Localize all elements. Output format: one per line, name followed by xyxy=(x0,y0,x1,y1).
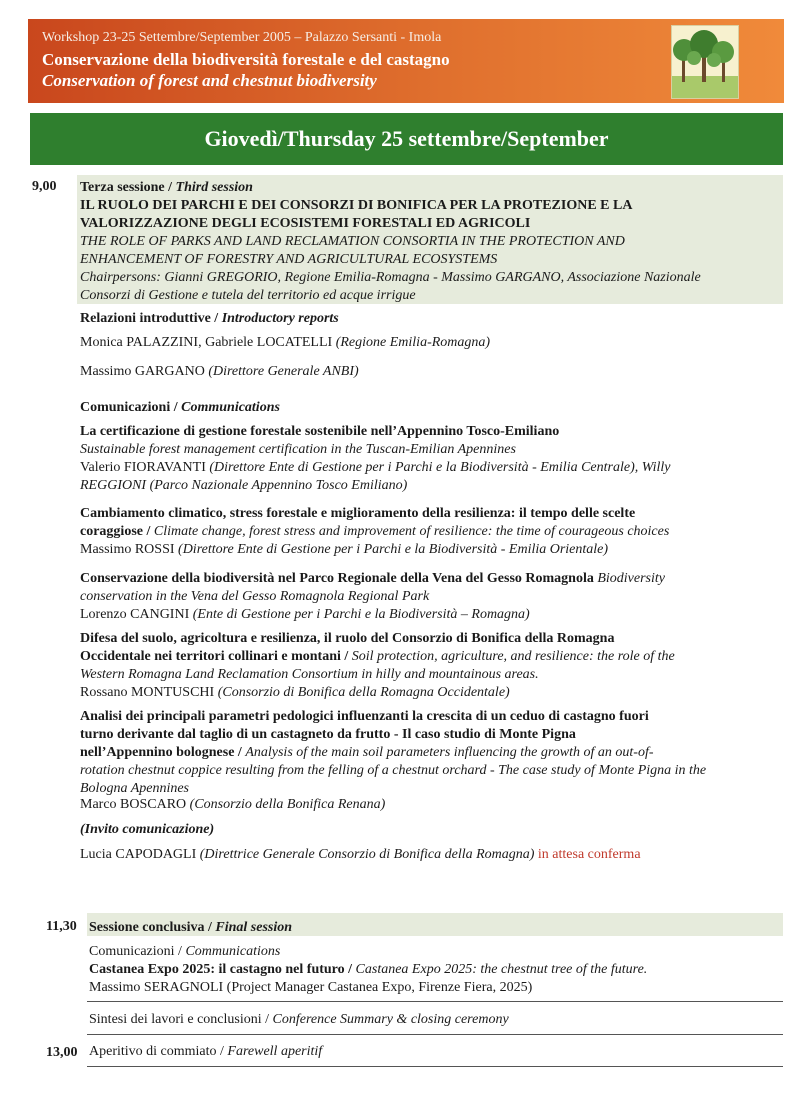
workshop-dates-venue: Workshop 23-25 Settembre/September 2005 – Palazzo Sersanti - Imola xyxy=(42,30,442,45)
comm-4-english: Western Romagna Land Reclamation Consortium in hilly and mountainous areas. xyxy=(80,667,539,682)
chairpersons-cont: Consorzi di Gestione e tutela del territorio ed acque irrigue xyxy=(80,288,416,303)
final-comm-title: Castanea Expo 2025: il castagno nel futuro / Castanea Expo 2025: the chestnut tree of the future. xyxy=(89,962,648,977)
final-comm-speaker: Massimo SERAGNOLI (Project Manager Castanea Expo, Firenze Fiera, 2025) xyxy=(89,980,533,995)
divider xyxy=(87,1034,783,1035)
comm-3-english: conservation in the Vena del Gesso Romagnola Regional Park xyxy=(80,589,430,604)
day-title: Giovedì/Thursday 25 settembre/September xyxy=(204,126,609,151)
invited-communication-label: (Invito comunicazione) xyxy=(80,822,215,837)
session-title-italian-cont: VALORIZZAZIONE DEGLI ECOSISTEMI FORESTALI ED AGRICOLI xyxy=(80,216,531,231)
session-title-english: THE ROLE OF PARKS AND LAND RECLAMATION CONSORTIA IN THE PROTECTION AND xyxy=(80,234,625,249)
intro-reports-heading: Relazioni introduttive / Introductory reports xyxy=(80,311,339,326)
comm-2-speaker: Massimo ROSSI (Direttore Ente di Gestione per i Parchi e la Biodiversità - Emilia Orientale) xyxy=(80,542,609,557)
final-session-label: Sessione conclusiva / Final session xyxy=(89,920,293,935)
comm-5-title: Analisi dei principali parametri pedologici influenzanti la crescita di un ceduo di castagno fuori xyxy=(80,709,649,724)
chestnut-trees-logo xyxy=(671,25,739,99)
workshop-header xyxy=(28,19,784,103)
comm-1-speaker-cont: REGGIONI (Parco Nazionale Appennino Tosco Emiliano) xyxy=(80,478,408,493)
comm-1-english: Sustainable forest management certification in the Tuscan-Emilian Apennines xyxy=(80,442,516,457)
pending-confirmation-status: in attesa conferma xyxy=(537,847,641,862)
day-banner xyxy=(30,113,783,165)
comm-5-english-end: Bologna Apennines xyxy=(80,781,190,796)
comm-2-title-cont: coraggiose / Climate change, forest stress and improvement of resilience: the time of courageous choices xyxy=(80,524,670,539)
workshop-title-italian: Conservazione della biodiversità forestale e del castagno xyxy=(42,50,450,69)
farewell-time: 13,00 xyxy=(46,1045,78,1060)
summary-and-closing: Sintesi dei lavori e conclusioni / Conference Summary & closing ceremony xyxy=(89,1012,509,1027)
divider xyxy=(87,1001,783,1002)
communications-heading: Comunicazioni / Communications xyxy=(80,400,280,415)
comm-1-speaker: Valerio FIORAVANTI (Direttore Ente di Gestione per i Parchi e la Biodiversità - Emilia Centrale), Willy xyxy=(80,460,671,475)
chairpersons: Chairpersons: Gianni GREGORIO, Regione Emilia-Romagna - Massimo GARGANO, Associazione Nazionale xyxy=(80,270,701,285)
comm-4-speaker: Rossano MONTUSCHI (Consorzio di Bonifica della Romagna Occidentale) xyxy=(80,685,510,700)
comm-3-speaker: Lorenzo CANGINI (Ente di Gestione per i Parchi e la Biodiversità – Romagna) xyxy=(80,607,530,622)
session-time: 9,00 xyxy=(32,179,57,194)
comm-6-speaker: Lucia CAPODAGLI (Direttrice Generale Consorzio di Bonifica della Romagna) in attesa conferma xyxy=(80,847,641,862)
comm-3-title: Conservazione della biodiversità nel Parco Regionale della Vena del Gesso Romagnola Biodiversity xyxy=(80,571,665,586)
comm-5-english: rotation chestnut coppice resulting from the felling of a chestnut orchard - The case study of Monte Pigna in the xyxy=(80,763,707,778)
comm-4-title: Difesa del suolo, agricoltura e resilienza, il ruolo del Consorzio di Bonifica della Romagna xyxy=(80,631,615,646)
final-session-time: 11,30 xyxy=(46,919,77,934)
session-title-italian: IL RUOLO DEI PARCHI E DEI CONSORZI DI BONIFICA PER LA PROTEZIONE E LA xyxy=(80,198,633,213)
comm-4-title-cont: Occidentale nei territori collinari e montani / Soil protection, agriculture, and resilience: the role of the xyxy=(80,649,675,664)
comm-5-title-cont: turno derivante dal taglio di un castagneto da frutto - Il caso studio di Monte Pigna xyxy=(80,727,576,742)
session-title-english-cont: ENHANCEMENT OF FORESTRY AND AGRICULTURAL ECOSYSTEMS xyxy=(80,252,498,267)
comm-1-title: La certificazione di gestione forestale sostenibile nell’Appennino Tosco-Emiliano xyxy=(80,424,560,439)
comm-5-title-end: nell’Appennino bolognese / Analysis of the main soil parameters influencing the growth of an out-of- xyxy=(80,745,654,760)
comm-2-title: Cambiamento climatico, stress forestale e miglioramento della resilienza: il tempo delle scelte xyxy=(80,506,636,521)
intro-speaker-2: Massimo GARGANO (Direttore Generale ANBI) xyxy=(80,364,359,379)
workshop-title-english: Conservation of forest and chestnut biodiversity xyxy=(42,71,377,90)
comm-5-speaker: Marco BOSCARO (Consorzio della Bonifica Renana) xyxy=(80,797,386,812)
final-communications-heading: Comunicazioni / Communications xyxy=(89,944,281,959)
intro-speaker-1: Monica PALAZZINI, Gabriele LOCATELLI (Regione Emilia-Romagna) xyxy=(80,335,491,350)
divider xyxy=(87,1066,783,1067)
farewell-aperitif: Aperitivo di commiato / Farewell aperitif xyxy=(89,1044,323,1059)
session-label: Terza sessione / Third session xyxy=(80,180,253,195)
